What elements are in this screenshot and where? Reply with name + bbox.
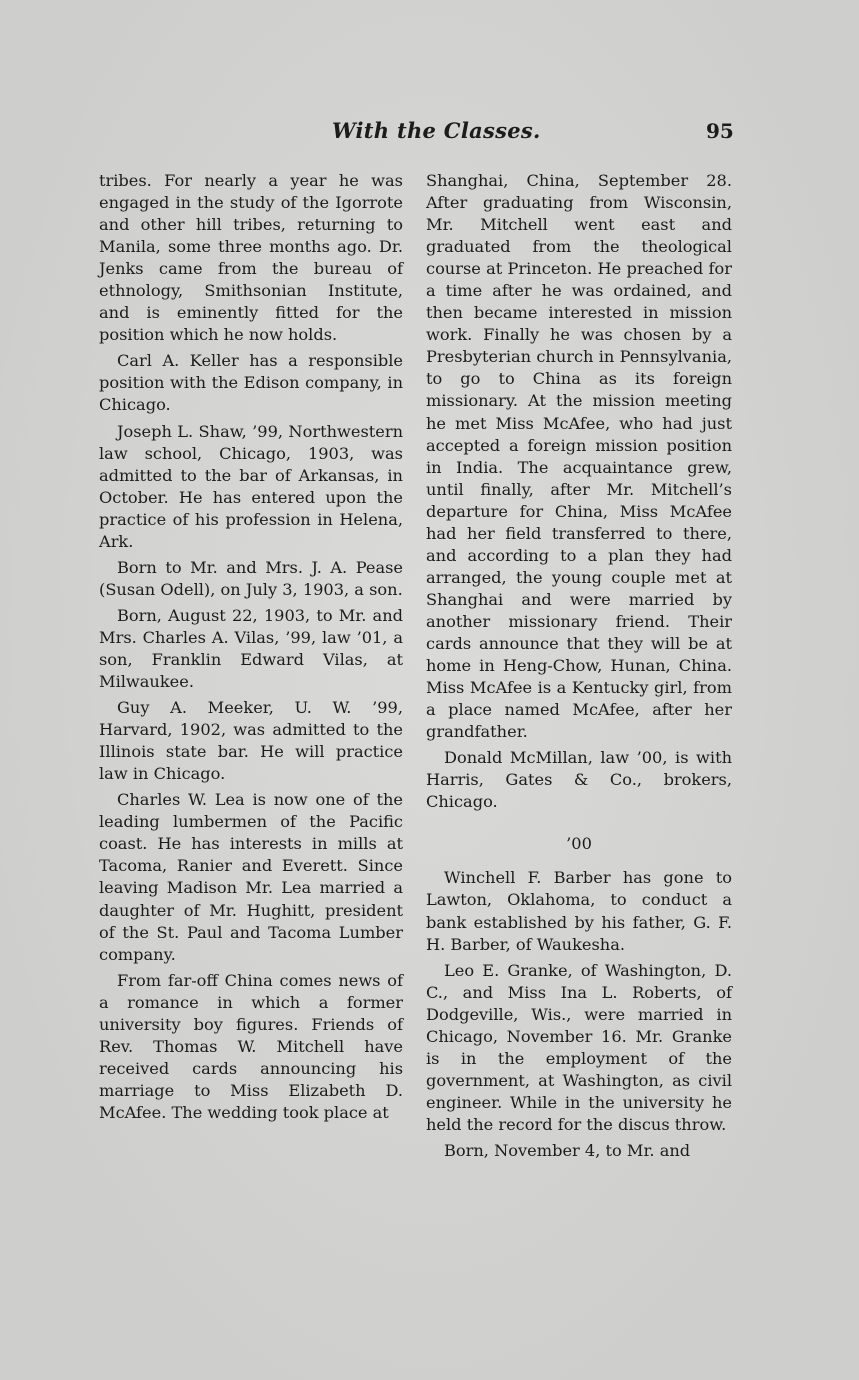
paragraph-born-november: Born, November 4, to Mr. and (444, 1140, 691, 1160)
paragraph-keller: Carl A. Keller has a responsible position with the Edison company, in Chicago. (99, 351, 403, 415)
paragraph-pease: Born to Mr. and Mrs. J. A. Pease (Susan Odell), on July 3, 1903, a son. (99, 557, 403, 599)
page-number: 95 (706, 119, 734, 143)
paragraph-shaw: Joseph L. Shaw, ’99, Northwestern law school, Chicago, 1903, was admitted to the bar of Arkansas, in October. He has entered upon the practice of his profession in Helena, Ark. (99, 421, 403, 551)
paragraph-barber: Winchell F. Barber has gone to Lawton, Oklahoma, to conduct a bank established by his father, G. F. H. Barber, of Waukesha. (426, 868, 732, 954)
paragraph-vilas: Born, August 22, 1903, to Mr. and Mrs. Charles A. Vilas, ’99, law ’01, a son, Franklin Edward Vilas, at Milwaukee. (99, 605, 403, 692)
paragraph-mitchell-continued: Shanghai, China, September 28. After graduating from Wisconsin, Mr. Mitchell went east and graduated from the theological course at Princeton. He preached for a time after he was ordained, and then became interested in mission work. Finally he was chosen by a Presbyterian church in Pennsylvania, to go to China as its foreign missionary. At the mission meeting he met Miss McAfee, who had just accepted a foreign mission position in India. The acquaintance grew, until finally, after Mr. Mitchell’s departure for China, Miss McAfee had her field transferred to there, and according to a plan they had arranged, the young couple met at Shanghai and were married by another missionary friend. Their cards announce that they will be at home in Heng-Chow, Hunan, China. Miss McAfee is a Kentucky girl, from a place named McAfee, after her grandfather. (426, 171, 732, 742)
paragraph-granke: Leo E. Granke, of Washington, D. C., and Miss Ina L. Roberts, of Dodgeville, Wis., were married in Chicago, November 16. Mr. Granke is in the employment of the government, at Washington, as civil engineer. While in the university he held the record for the discus throw. (426, 960, 732, 1134)
paragraph-jenks-continued: tribes. For nearly a year he was engaged in the study of the Igorrote and other hill tribes, returning to Manila, some three months ago. Dr. Jenks came from the bureau of ethnology, Smithsonian Institute, and is eminently fitted for the position which he now holds. (99, 171, 403, 345)
paragraph-mitchell: From far-off China comes news of a romance in which a former university boy figures. Friends of Rev. Thomas W. Mitchell have received cards announcing his marriage to Miss Elizabeth D. McAfee. The wedding took place at (99, 970, 403, 1122)
class-year-heading: ’00 (566, 834, 592, 854)
paragraph-meeker: Guy A. Meeker, U. W. ’99, Harvard, 1902, was admitted to the Illinois state bar. He will practice law in Chicago. (99, 698, 403, 784)
paragraph-lea: Charles W. Lea is now one of the leading lumbermen of the Pacific coast. He has interests in mills at Tacoma, Ranier and Everett. Since leaving Madison Mr. Lea married a daughter of Mr. Hughitt, president of the St. Paul and Tacoma Lumber company. (99, 790, 403, 964)
paragraph-mcmillan: Donald McMillan, law ’00, is with Harris, Gates & Co., brokers, Chicago. (426, 748, 732, 812)
left-column (99, 170, 403, 1128)
right-column (426, 170, 732, 1166)
running-title: With the Classes. (332, 118, 541, 143)
running-head (0, 118, 859, 150)
